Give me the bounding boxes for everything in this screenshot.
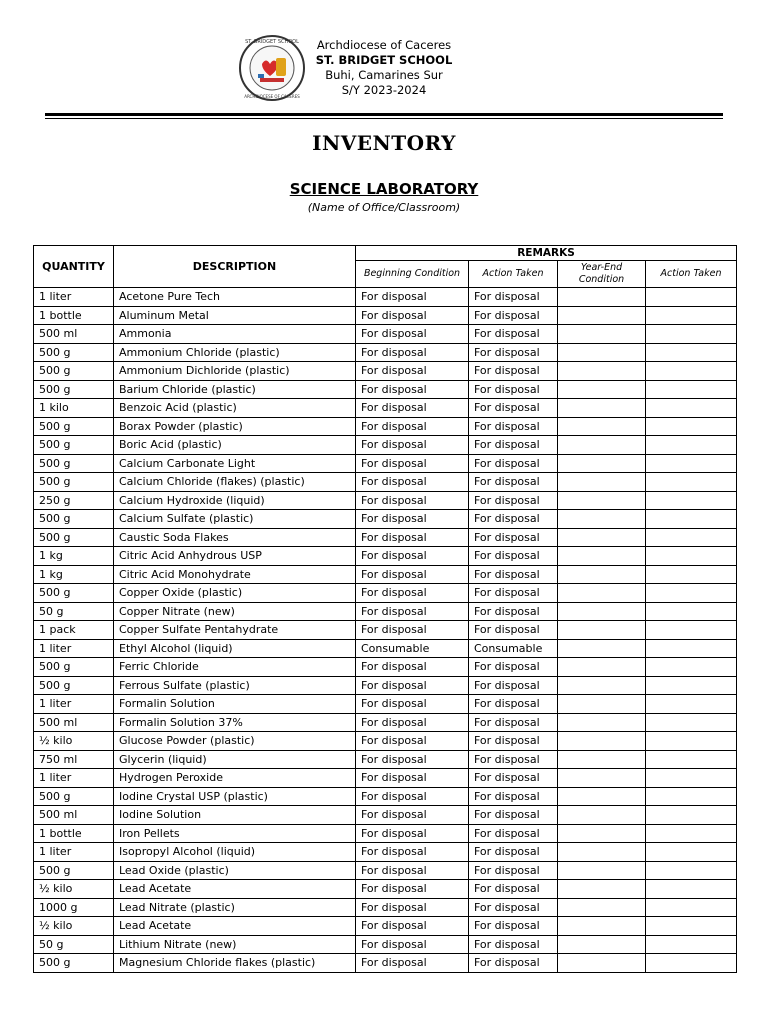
description-cell: Copper Sulfate Pentahydrate — [114, 621, 356, 640]
year-end-condition-cell — [558, 325, 646, 344]
action-taken-cell: For disposal — [469, 676, 558, 695]
beginning-condition-cell: For disposal — [356, 380, 469, 399]
action-taken-cell: For disposal — [469, 343, 558, 362]
description-cell: Calcium Carbonate Light — [114, 454, 356, 473]
action-taken-2-cell — [646, 510, 737, 529]
year-end-condition-cell — [558, 898, 646, 917]
table-row — [34, 935, 737, 954]
action-taken-2-cell — [646, 362, 737, 381]
table-row — [34, 325, 737, 344]
year-end-condition-cell — [558, 621, 646, 640]
action-taken-2-cell — [646, 343, 737, 362]
action-taken-2-cell — [646, 769, 737, 788]
description-cell: Ammonium Chloride (plastic) — [114, 343, 356, 362]
beginning-condition-cell: For disposal — [356, 861, 469, 880]
action-taken-cell: Consumable — [469, 639, 558, 658]
action-taken-2-cell — [646, 713, 737, 732]
description-cell: Glycerin (liquid) — [114, 750, 356, 769]
table-row — [34, 380, 737, 399]
description-cell: Copper Oxide (plastic) — [114, 584, 356, 603]
action-taken-cell: For disposal — [469, 880, 558, 899]
document-header — [0, 30, 768, 105]
beginning-condition-cell: For disposal — [356, 343, 469, 362]
table-row — [34, 565, 737, 584]
action-taken-cell: For disposal — [469, 306, 558, 325]
description-cell: Lead Nitrate (plastic) — [114, 898, 356, 917]
description-cell: Calcium Sulfate (plastic) — [114, 510, 356, 529]
action-taken-2-cell — [646, 732, 737, 751]
quantity-cell: ½ kilo — [34, 917, 114, 936]
office-name — [0, 180, 768, 198]
action-taken-2-cell — [646, 658, 737, 677]
table-row — [34, 473, 737, 492]
description-cell: Hydrogen Peroxide — [114, 769, 356, 788]
action-taken-2-cell — [646, 584, 737, 603]
header-description: DESCRIPTION — [114, 246, 356, 288]
table-row — [34, 750, 737, 769]
description-cell: Caustic Soda Flakes — [114, 528, 356, 547]
action-taken-2-cell — [646, 843, 737, 862]
description-cell: Iodine Solution — [114, 806, 356, 825]
action-taken-cell: For disposal — [469, 658, 558, 677]
description-cell: Glucose Powder (plastic) — [114, 732, 356, 751]
beginning-condition-cell: For disposal — [356, 787, 469, 806]
action-taken-2-cell — [646, 528, 737, 547]
description-cell: Iodine Crystal USP (plastic) — [114, 787, 356, 806]
quantity-cell: 500 g — [34, 417, 114, 436]
quantity-cell: 500 g — [34, 510, 114, 529]
beginning-condition-cell: For disposal — [356, 565, 469, 584]
table-row — [34, 806, 737, 825]
quantity-cell: 1 liter — [34, 695, 114, 714]
table-row — [34, 399, 737, 418]
beginning-condition-cell: For disposal — [356, 288, 469, 307]
quantity-cell: 1 bottle — [34, 824, 114, 843]
table-row — [34, 602, 737, 621]
action-taken-cell: For disposal — [469, 769, 558, 788]
beginning-condition-cell: For disposal — [356, 769, 469, 788]
beginning-condition-cell: For disposal — [356, 528, 469, 547]
header-action-taken-1: Action Taken — [469, 261, 558, 288]
table-row — [34, 769, 737, 788]
year-end-condition-cell — [558, 787, 646, 806]
beginning-condition-cell: For disposal — [356, 824, 469, 843]
action-taken-cell: For disposal — [469, 584, 558, 603]
description-cell: Copper Nitrate (new) — [114, 602, 356, 621]
action-taken-2-cell — [646, 695, 737, 714]
table-row — [34, 510, 737, 529]
table-row — [34, 898, 737, 917]
year-end-condition-cell — [558, 676, 646, 695]
action-taken-cell: For disposal — [469, 787, 558, 806]
beginning-condition-cell: For disposal — [356, 473, 469, 492]
beginning-condition-cell: For disposal — [356, 954, 469, 973]
quantity-cell: 500 g — [34, 658, 114, 677]
action-taken-cell: For disposal — [469, 602, 558, 621]
description-cell: Lithium Nitrate (new) — [114, 935, 356, 954]
beginning-condition-cell: For disposal — [356, 362, 469, 381]
description-cell: Citric Acid Anhydrous USP — [114, 547, 356, 566]
year-end-condition-cell — [558, 602, 646, 621]
year-end-condition-cell — [558, 843, 646, 862]
archdiocese-line: Archdiocese of Caceres — [316, 38, 452, 52]
action-taken-2-cell — [646, 380, 737, 399]
year-end-condition-cell — [558, 399, 646, 418]
action-taken-cell: For disposal — [469, 362, 558, 381]
beginning-condition-cell: For disposal — [356, 584, 469, 603]
action-taken-2-cell — [646, 325, 737, 344]
quantity-cell: 500 g — [34, 528, 114, 547]
table-row — [34, 695, 737, 714]
svg-text:ARCHDIOCESE OF CACERES: ARCHDIOCESE OF CACERES — [244, 94, 300, 99]
beginning-condition-cell: For disposal — [356, 658, 469, 677]
action-taken-2-cell — [646, 750, 737, 769]
year-end-condition-cell — [558, 584, 646, 603]
action-taken-2-cell — [646, 288, 737, 307]
table-row — [34, 713, 737, 732]
beginning-condition-cell: For disposal — [356, 676, 469, 695]
year-end-condition-cell — [558, 343, 646, 362]
description-cell: Borax Powder (plastic) — [114, 417, 356, 436]
table-row — [34, 639, 737, 658]
action-taken-cell: For disposal — [469, 861, 558, 880]
beginning-condition-cell: For disposal — [356, 510, 469, 529]
beginning-condition-cell: For disposal — [356, 306, 469, 325]
description-cell: Ammonium Dichloride (plastic) — [114, 362, 356, 381]
action-taken-2-cell — [646, 547, 737, 566]
action-taken-2-cell — [646, 824, 737, 843]
action-taken-cell: For disposal — [469, 750, 558, 769]
quantity-cell: 500 g — [34, 584, 114, 603]
description-cell: Boric Acid (plastic) — [114, 436, 356, 455]
office-note: (Name of Office/Classroom) — [307, 201, 461, 214]
beginning-condition-cell: For disposal — [356, 602, 469, 621]
action-taken-2-cell — [646, 898, 737, 917]
header-year-end-condition: Year-End Condition — [558, 261, 646, 288]
header-beginning-condition: Beginning Condition — [356, 261, 469, 288]
action-taken-2-cell — [646, 676, 737, 695]
quantity-cell: 1 liter — [34, 769, 114, 788]
action-taken-cell: For disposal — [469, 695, 558, 714]
quantity-cell: 750 ml — [34, 750, 114, 769]
quantity-cell: 500 g — [34, 473, 114, 492]
quantity-cell: 1 kg — [34, 547, 114, 566]
quantity-cell: ½ kilo — [34, 880, 114, 899]
school-year: S/Y 2023-2024 — [341, 83, 427, 97]
table-row — [34, 658, 737, 677]
action-taken-cell: For disposal — [469, 917, 558, 936]
quantity-cell: 500 g — [34, 343, 114, 362]
quantity-cell: 1 liter — [34, 639, 114, 658]
action-taken-cell: For disposal — [469, 491, 558, 510]
year-end-condition-cell — [558, 417, 646, 436]
quantity-cell: 500 g — [34, 454, 114, 473]
year-end-condition-cell — [558, 547, 646, 566]
action-taken-cell: For disposal — [469, 473, 558, 492]
action-taken-2-cell — [646, 639, 737, 658]
header-remarks: REMARKS — [356, 246, 737, 261]
year-end-condition-cell — [558, 436, 646, 455]
description-cell: Ethyl Alcohol (liquid) — [114, 639, 356, 658]
description-cell: Barium Chloride (plastic) — [114, 380, 356, 399]
table-row — [34, 306, 737, 325]
beginning-condition-cell: For disposal — [356, 713, 469, 732]
beginning-condition-cell: For disposal — [356, 325, 469, 344]
office-name-text: SCIENCE LABORATORY — [289, 180, 479, 198]
action-taken-2-cell — [646, 306, 737, 325]
quantity-cell: 500 g — [34, 676, 114, 695]
action-taken-cell: For disposal — [469, 454, 558, 473]
table-row — [34, 288, 737, 307]
year-end-condition-cell — [558, 917, 646, 936]
year-end-condition-cell — [558, 639, 646, 658]
action-taken-2-cell — [646, 917, 737, 936]
beginning-condition-cell: For disposal — [356, 750, 469, 769]
quantity-cell: 1000 g — [34, 898, 114, 917]
description-cell: Calcium Hydroxide (liquid) — [114, 491, 356, 510]
beginning-condition-cell: For disposal — [356, 843, 469, 862]
year-end-condition-cell — [558, 954, 646, 973]
action-taken-cell: For disposal — [469, 806, 558, 825]
quantity-cell: 500 g — [34, 787, 114, 806]
action-taken-cell: For disposal — [469, 399, 558, 418]
table-row — [34, 824, 737, 843]
action-taken-cell: For disposal — [469, 547, 558, 566]
year-end-condition-cell — [558, 806, 646, 825]
action-taken-2-cell — [646, 436, 737, 455]
quantity-cell: 1 liter — [34, 843, 114, 862]
action-taken-cell: For disposal — [469, 510, 558, 529]
action-taken-cell: For disposal — [469, 824, 558, 843]
description-cell: Iron Pellets — [114, 824, 356, 843]
table-row — [34, 917, 737, 936]
table-row — [34, 491, 737, 510]
beginning-condition-cell: For disposal — [356, 621, 469, 640]
document-title: INVENTORY — [312, 131, 456, 155]
year-end-condition-cell — [558, 473, 646, 492]
quantity-cell: 500 g — [34, 362, 114, 381]
table-row — [34, 584, 737, 603]
year-end-condition-cell — [558, 380, 646, 399]
quantity-cell: 50 g — [34, 602, 114, 621]
action-taken-2-cell — [646, 565, 737, 584]
year-end-condition-cell — [558, 288, 646, 307]
year-end-condition-cell — [558, 935, 646, 954]
table-row — [34, 861, 737, 880]
table-row — [34, 843, 737, 862]
year-end-condition-cell — [558, 528, 646, 547]
year-end-condition-cell — [558, 510, 646, 529]
quantity-cell: 500 g — [34, 380, 114, 399]
header-divider-thin — [45, 118, 723, 119]
quantity-cell: 500 ml — [34, 713, 114, 732]
action-taken-cell: For disposal — [469, 898, 558, 917]
action-taken-cell: For disposal — [469, 954, 558, 973]
beginning-condition-cell: For disposal — [356, 898, 469, 917]
beginning-condition-cell: For disposal — [356, 917, 469, 936]
beginning-condition-cell: For disposal — [356, 454, 469, 473]
svg-text:ST. BRIDGET SCHOOL: ST. BRIDGET SCHOOL — [245, 39, 299, 45]
table-row — [34, 362, 737, 381]
beginning-condition-cell: For disposal — [356, 806, 469, 825]
action-taken-cell: For disposal — [469, 288, 558, 307]
table-row — [34, 343, 737, 362]
action-taken-2-cell — [646, 935, 737, 954]
quantity-cell: 1 liter — [34, 288, 114, 307]
year-end-condition-cell — [558, 454, 646, 473]
quantity-cell: 500 ml — [34, 806, 114, 825]
beginning-condition-cell: For disposal — [356, 436, 469, 455]
description-cell: Magnesium Chloride flakes (plastic) — [114, 954, 356, 973]
quantity-cell: 500 g — [34, 861, 114, 880]
beginning-condition-cell: For disposal — [356, 935, 469, 954]
year-end-condition-cell — [558, 362, 646, 381]
year-end-condition-cell — [558, 769, 646, 788]
description-cell: Citric Acid Monohydrate — [114, 565, 356, 584]
description-cell: Lead Acetate — [114, 917, 356, 936]
action-taken-2-cell — [646, 454, 737, 473]
action-taken-2-cell — [646, 861, 737, 880]
school-info — [300, 38, 468, 98]
action-taken-cell: For disposal — [469, 843, 558, 862]
description-cell: Calcium Chloride (flakes) (plastic) — [114, 473, 356, 492]
table-row — [34, 787, 737, 806]
quantity-cell: 250 g — [34, 491, 114, 510]
action-taken-cell: For disposal — [469, 325, 558, 344]
action-taken-2-cell — [646, 399, 737, 418]
year-end-condition-cell — [558, 732, 646, 751]
beginning-condition-cell: For disposal — [356, 491, 469, 510]
description-cell: Ferrous Sulfate (plastic) — [114, 676, 356, 695]
action-taken-cell: For disposal — [469, 935, 558, 954]
quantity-cell: 500 g — [34, 954, 114, 973]
year-end-condition-cell — [558, 491, 646, 510]
beginning-condition-cell: For disposal — [356, 417, 469, 436]
action-taken-2-cell — [646, 787, 737, 806]
quantity-cell: ½ kilo — [34, 732, 114, 751]
year-end-condition-cell — [558, 880, 646, 899]
beginning-condition-cell: Consumable — [356, 639, 469, 658]
action-taken-2-cell — [646, 417, 737, 436]
action-taken-2-cell — [646, 954, 737, 973]
inventory-table-body — [34, 288, 737, 973]
action-taken-2-cell — [646, 806, 737, 825]
year-end-condition-cell — [558, 565, 646, 584]
quantity-cell: 1 pack — [34, 621, 114, 640]
beginning-condition-cell: For disposal — [356, 399, 469, 418]
action-taken-2-cell — [646, 621, 737, 640]
description-cell: Formalin Solution — [114, 695, 356, 714]
year-end-condition-cell — [558, 306, 646, 325]
year-end-condition-cell — [558, 750, 646, 769]
description-cell: Isopropyl Alcohol (liquid) — [114, 843, 356, 862]
year-end-condition-cell — [558, 658, 646, 677]
year-end-condition-cell — [558, 695, 646, 714]
quantity-cell: 500 g — [34, 436, 114, 455]
header-quantity: QUANTITY — [34, 246, 114, 288]
year-end-condition-cell — [558, 861, 646, 880]
quantity-cell: 1 kg — [34, 565, 114, 584]
table-row — [34, 436, 737, 455]
quantity-cell: 1 bottle — [34, 306, 114, 325]
year-end-condition-cell — [558, 824, 646, 843]
beginning-condition-cell: For disposal — [356, 732, 469, 751]
header-divider-thick — [45, 113, 723, 116]
action-taken-cell: For disposal — [469, 417, 558, 436]
year-end-condition-cell — [558, 713, 646, 732]
table-row — [34, 880, 737, 899]
table-row — [34, 621, 737, 640]
inventory-table — [33, 245, 737, 973]
description-cell: Benzoic Acid (plastic) — [114, 399, 356, 418]
description-cell: Ferric Chloride — [114, 658, 356, 677]
table-row — [34, 454, 737, 473]
table-row — [34, 732, 737, 751]
beginning-condition-cell: For disposal — [356, 695, 469, 714]
action-taken-2-cell — [646, 880, 737, 899]
table-row — [34, 676, 737, 695]
quantity-cell: 1 kilo — [34, 399, 114, 418]
beginning-condition-cell: For disposal — [356, 547, 469, 566]
header-action-taken-2: Action Taken — [646, 261, 737, 288]
quantity-cell: 50 g — [34, 935, 114, 954]
action-taken-cell: For disposal — [469, 380, 558, 399]
description-cell: Lead Oxide (plastic) — [114, 861, 356, 880]
action-taken-2-cell — [646, 491, 737, 510]
action-taken-cell: For disposal — [469, 621, 558, 640]
quantity-cell: 500 ml — [34, 325, 114, 344]
table-row — [34, 528, 737, 547]
action-taken-2-cell — [646, 473, 737, 492]
description-cell: Ammonia — [114, 325, 356, 344]
description-cell: Lead Acetate — [114, 880, 356, 899]
action-taken-cell: For disposal — [469, 732, 558, 751]
table-row — [34, 417, 737, 436]
beginning-condition-cell: For disposal — [356, 880, 469, 899]
school-seal-logo — [236, 34, 308, 102]
description-cell: Formalin Solution 37% — [114, 713, 356, 732]
action-taken-cell: For disposal — [469, 436, 558, 455]
school-name: ST. BRIDGET SCHOOL — [315, 53, 453, 67]
school-location: Buhi, Camarines Sur — [325, 68, 443, 82]
action-taken-2-cell — [646, 602, 737, 621]
action-taken-cell: For disposal — [469, 565, 558, 584]
table-row — [34, 547, 737, 566]
action-taken-cell: For disposal — [469, 713, 558, 732]
action-taken-cell: For disposal — [469, 528, 558, 547]
description-cell: Acetone Pure Tech — [114, 288, 356, 307]
table-row — [34, 954, 737, 973]
description-cell: Aluminum Metal — [114, 306, 356, 325]
